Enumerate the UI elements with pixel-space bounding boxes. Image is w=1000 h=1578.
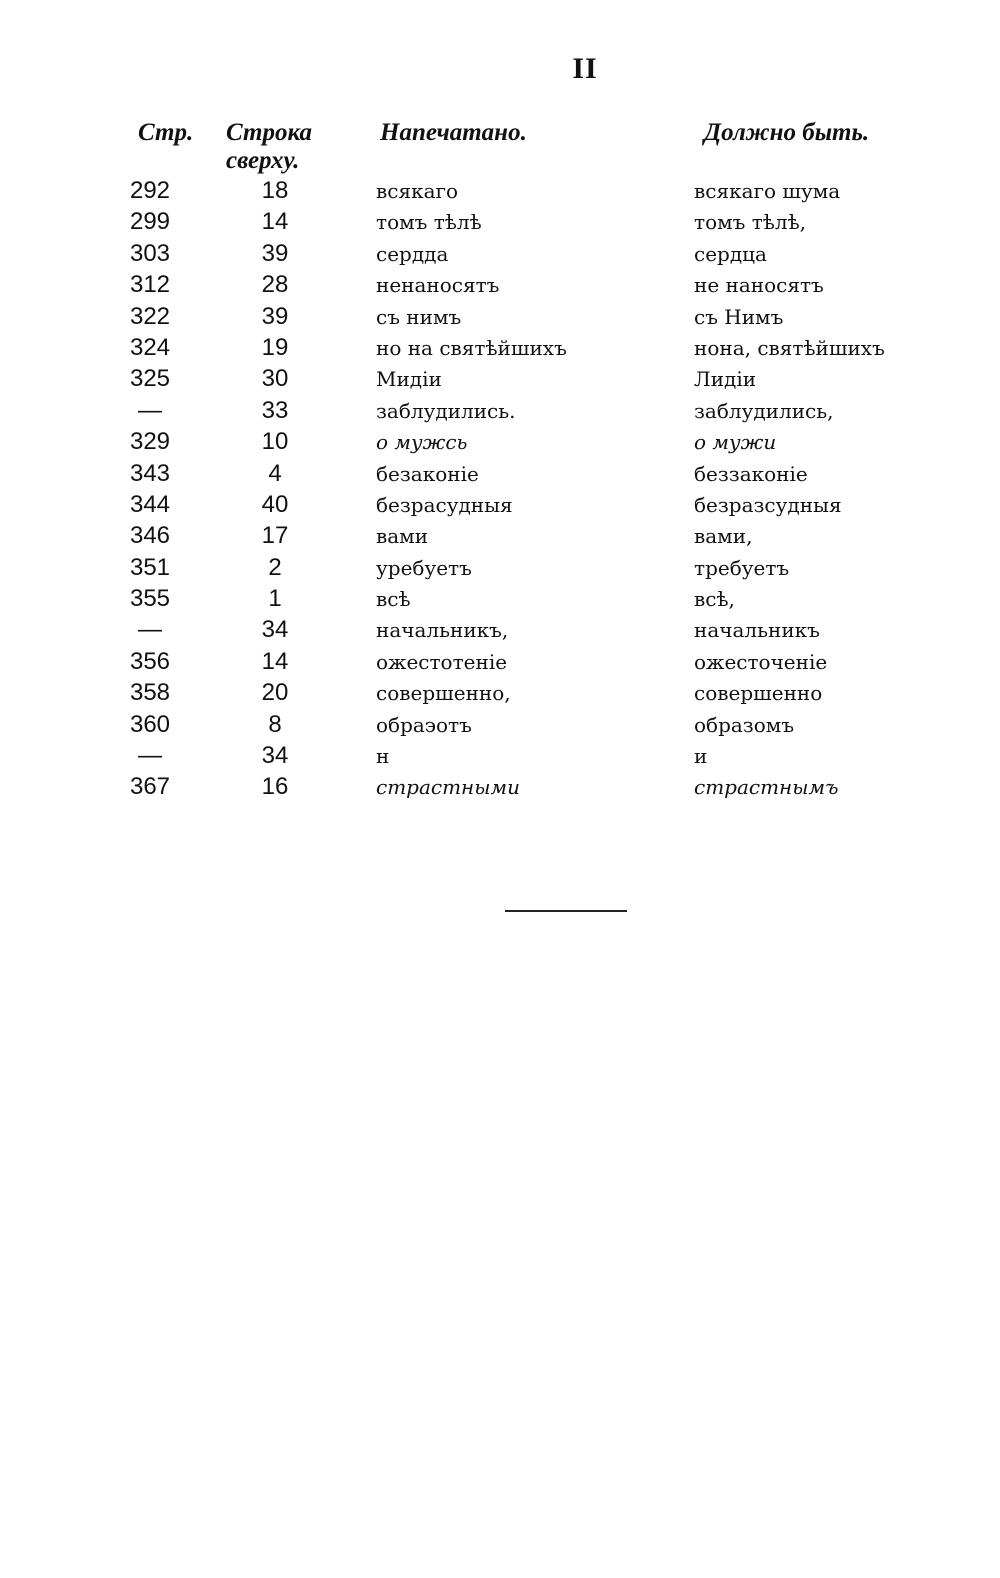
- row-printed-text: съ нимъ: [376, 304, 462, 329]
- errata-row: [0, 615, 1000, 646]
- errata-row: [0, 741, 1000, 772]
- row-line-number: 39: [261, 239, 289, 267]
- errata-row: [0, 647, 1000, 678]
- errata-row: [0, 490, 1000, 521]
- row-line-number: 34: [261, 616, 289, 644]
- errata-row: [0, 521, 1000, 552]
- row-line-number: 19: [261, 333, 289, 361]
- row-page-number: 360: [129, 710, 171, 738]
- row-correct-text: требуетъ: [694, 555, 790, 580]
- row-line-number: 20: [261, 679, 289, 707]
- row-page-number: 351: [129, 553, 171, 581]
- row-printed-text: безрасудныя: [376, 492, 513, 517]
- row-correct-text: начальникъ: [694, 618, 820, 643]
- row-correct-text: страстнымъ: [694, 775, 839, 800]
- row-page-number: —: [138, 742, 162, 770]
- errata-row: [0, 207, 1000, 238]
- row-printed-text: томъ тѣлѣ: [376, 210, 482, 235]
- row-page-number: —: [138, 396, 162, 424]
- row-page-number: 292: [129, 177, 171, 204]
- row-page-number: 355: [129, 585, 171, 613]
- row-page-number: 346: [129, 522, 171, 550]
- header-printed: Напечатано.: [380, 119, 527, 146]
- row-page-number: 358: [129, 679, 171, 707]
- row-page-number: 356: [129, 647, 171, 675]
- row-page-number: 322: [129, 302, 171, 330]
- row-page-number: 329: [129, 428, 171, 456]
- row-line-number: 1: [268, 585, 282, 613]
- header-page: Стр.: [138, 119, 194, 146]
- header-correct: Должно быть.: [704, 119, 870, 146]
- row-line-number: 28: [261, 271, 289, 299]
- errata-row: [0, 584, 1000, 615]
- row-correct-text: всѣ,: [694, 587, 735, 612]
- row-printed-text: всякаго: [376, 179, 459, 203]
- row-page-number: 299: [129, 208, 171, 236]
- row-correct-text: всякаго шума: [694, 179, 841, 203]
- row-printed-text: вами: [376, 524, 429, 549]
- row-line-number: 16: [261, 773, 289, 801]
- errata-row: [0, 678, 1000, 709]
- row-printed-text: заблудились.: [376, 398, 516, 423]
- page-number: II: [572, 52, 598, 85]
- row-page-number: —: [138, 616, 162, 644]
- row-line-number: 40: [261, 490, 289, 518]
- row-correct-text: ожесточеніе: [694, 649, 828, 674]
- errata-row: [0, 302, 1000, 333]
- row-line-number: 2: [268, 553, 282, 581]
- errata-row: [0, 239, 1000, 270]
- row-page-number: 343: [129, 459, 171, 487]
- row-correct-text: сердца: [694, 241, 767, 266]
- row-correct-text: вами,: [694, 524, 753, 549]
- row-line-number: 14: [261, 208, 289, 236]
- errata-row: [0, 176, 1000, 207]
- errata-row: [0, 396, 1000, 427]
- row-correct-text: Лидіи: [694, 367, 757, 392]
- row-page-number: 344: [129, 490, 171, 518]
- row-correct-text: безразсудныя: [694, 492, 842, 517]
- row-line-number: 33: [261, 396, 289, 424]
- row-correct-text: нона, святѣйшихъ: [694, 335, 885, 360]
- errata-row: [0, 270, 1000, 301]
- errata-row: [0, 459, 1000, 490]
- row-correct-text: совершенно: [694, 681, 823, 706]
- row-page-number: 325: [129, 365, 171, 393]
- row-printed-text: сердда: [376, 241, 449, 266]
- row-line-number: 18: [261, 177, 289, 204]
- row-printed-text: обраэотъ: [376, 712, 472, 737]
- row-page-number: 312: [129, 271, 171, 299]
- header-line-sublabel: сверху.: [226, 147, 300, 174]
- row-correct-text: съ Нимъ: [694, 304, 784, 329]
- row-printed-text: ожестотеніе: [376, 649, 508, 674]
- row-printed-text: безаконіе: [376, 461, 479, 486]
- errata-row: [0, 333, 1000, 364]
- row-printed-text: всѣ: [376, 587, 411, 612]
- errata-row: [0, 427, 1000, 458]
- row-page-number: 367: [129, 773, 171, 801]
- errata-row: [0, 553, 1000, 584]
- row-line-number: 34: [261, 742, 289, 770]
- row-line-number: 10: [261, 428, 289, 456]
- row-correct-text: заблудились,: [694, 398, 834, 423]
- row-correct-text: беззаконіе: [694, 461, 808, 486]
- header-line-label: Строка: [226, 119, 313, 146]
- errata-rows: [0, 176, 1000, 804]
- row-line-number: 4: [268, 459, 282, 487]
- row-printed-text: о мужсь: [376, 430, 468, 455]
- errata-row: [0, 364, 1000, 395]
- errata-row: [0, 772, 1000, 803]
- row-printed-text: ненаносятъ: [376, 273, 500, 298]
- row-line-number: 8: [268, 710, 282, 738]
- row-printed-text: но на святѣйшихъ: [376, 335, 567, 360]
- errata-row: [0, 710, 1000, 741]
- row-line-number: 17: [261, 522, 289, 550]
- row-printed-text: Мидіи: [376, 367, 442, 392]
- row-line-number: 39: [261, 302, 289, 330]
- row-correct-text: образомъ: [694, 712, 795, 737]
- row-printed-text: совершенно,: [376, 681, 511, 706]
- row-page-number: 303: [129, 239, 171, 267]
- row-printed-text: страстными: [376, 775, 520, 800]
- row-printed-text: начальникъ,: [376, 618, 509, 643]
- row-correct-text: о мужи: [694, 430, 777, 455]
- row-line-number: 30: [261, 365, 289, 393]
- end-rule: [505, 910, 627, 912]
- row-correct-text: не наносятъ: [694, 273, 824, 298]
- header-line: [226, 118, 312, 176]
- row-correct-text: и: [694, 744, 708, 769]
- row-page-number: 324: [129, 333, 171, 361]
- row-correct-text: томъ тѣлѣ,: [694, 210, 806, 235]
- row-printed-text: уребуетъ: [376, 555, 472, 580]
- row-printed-text: н: [376, 744, 390, 769]
- row-line-number: 14: [261, 647, 289, 675]
